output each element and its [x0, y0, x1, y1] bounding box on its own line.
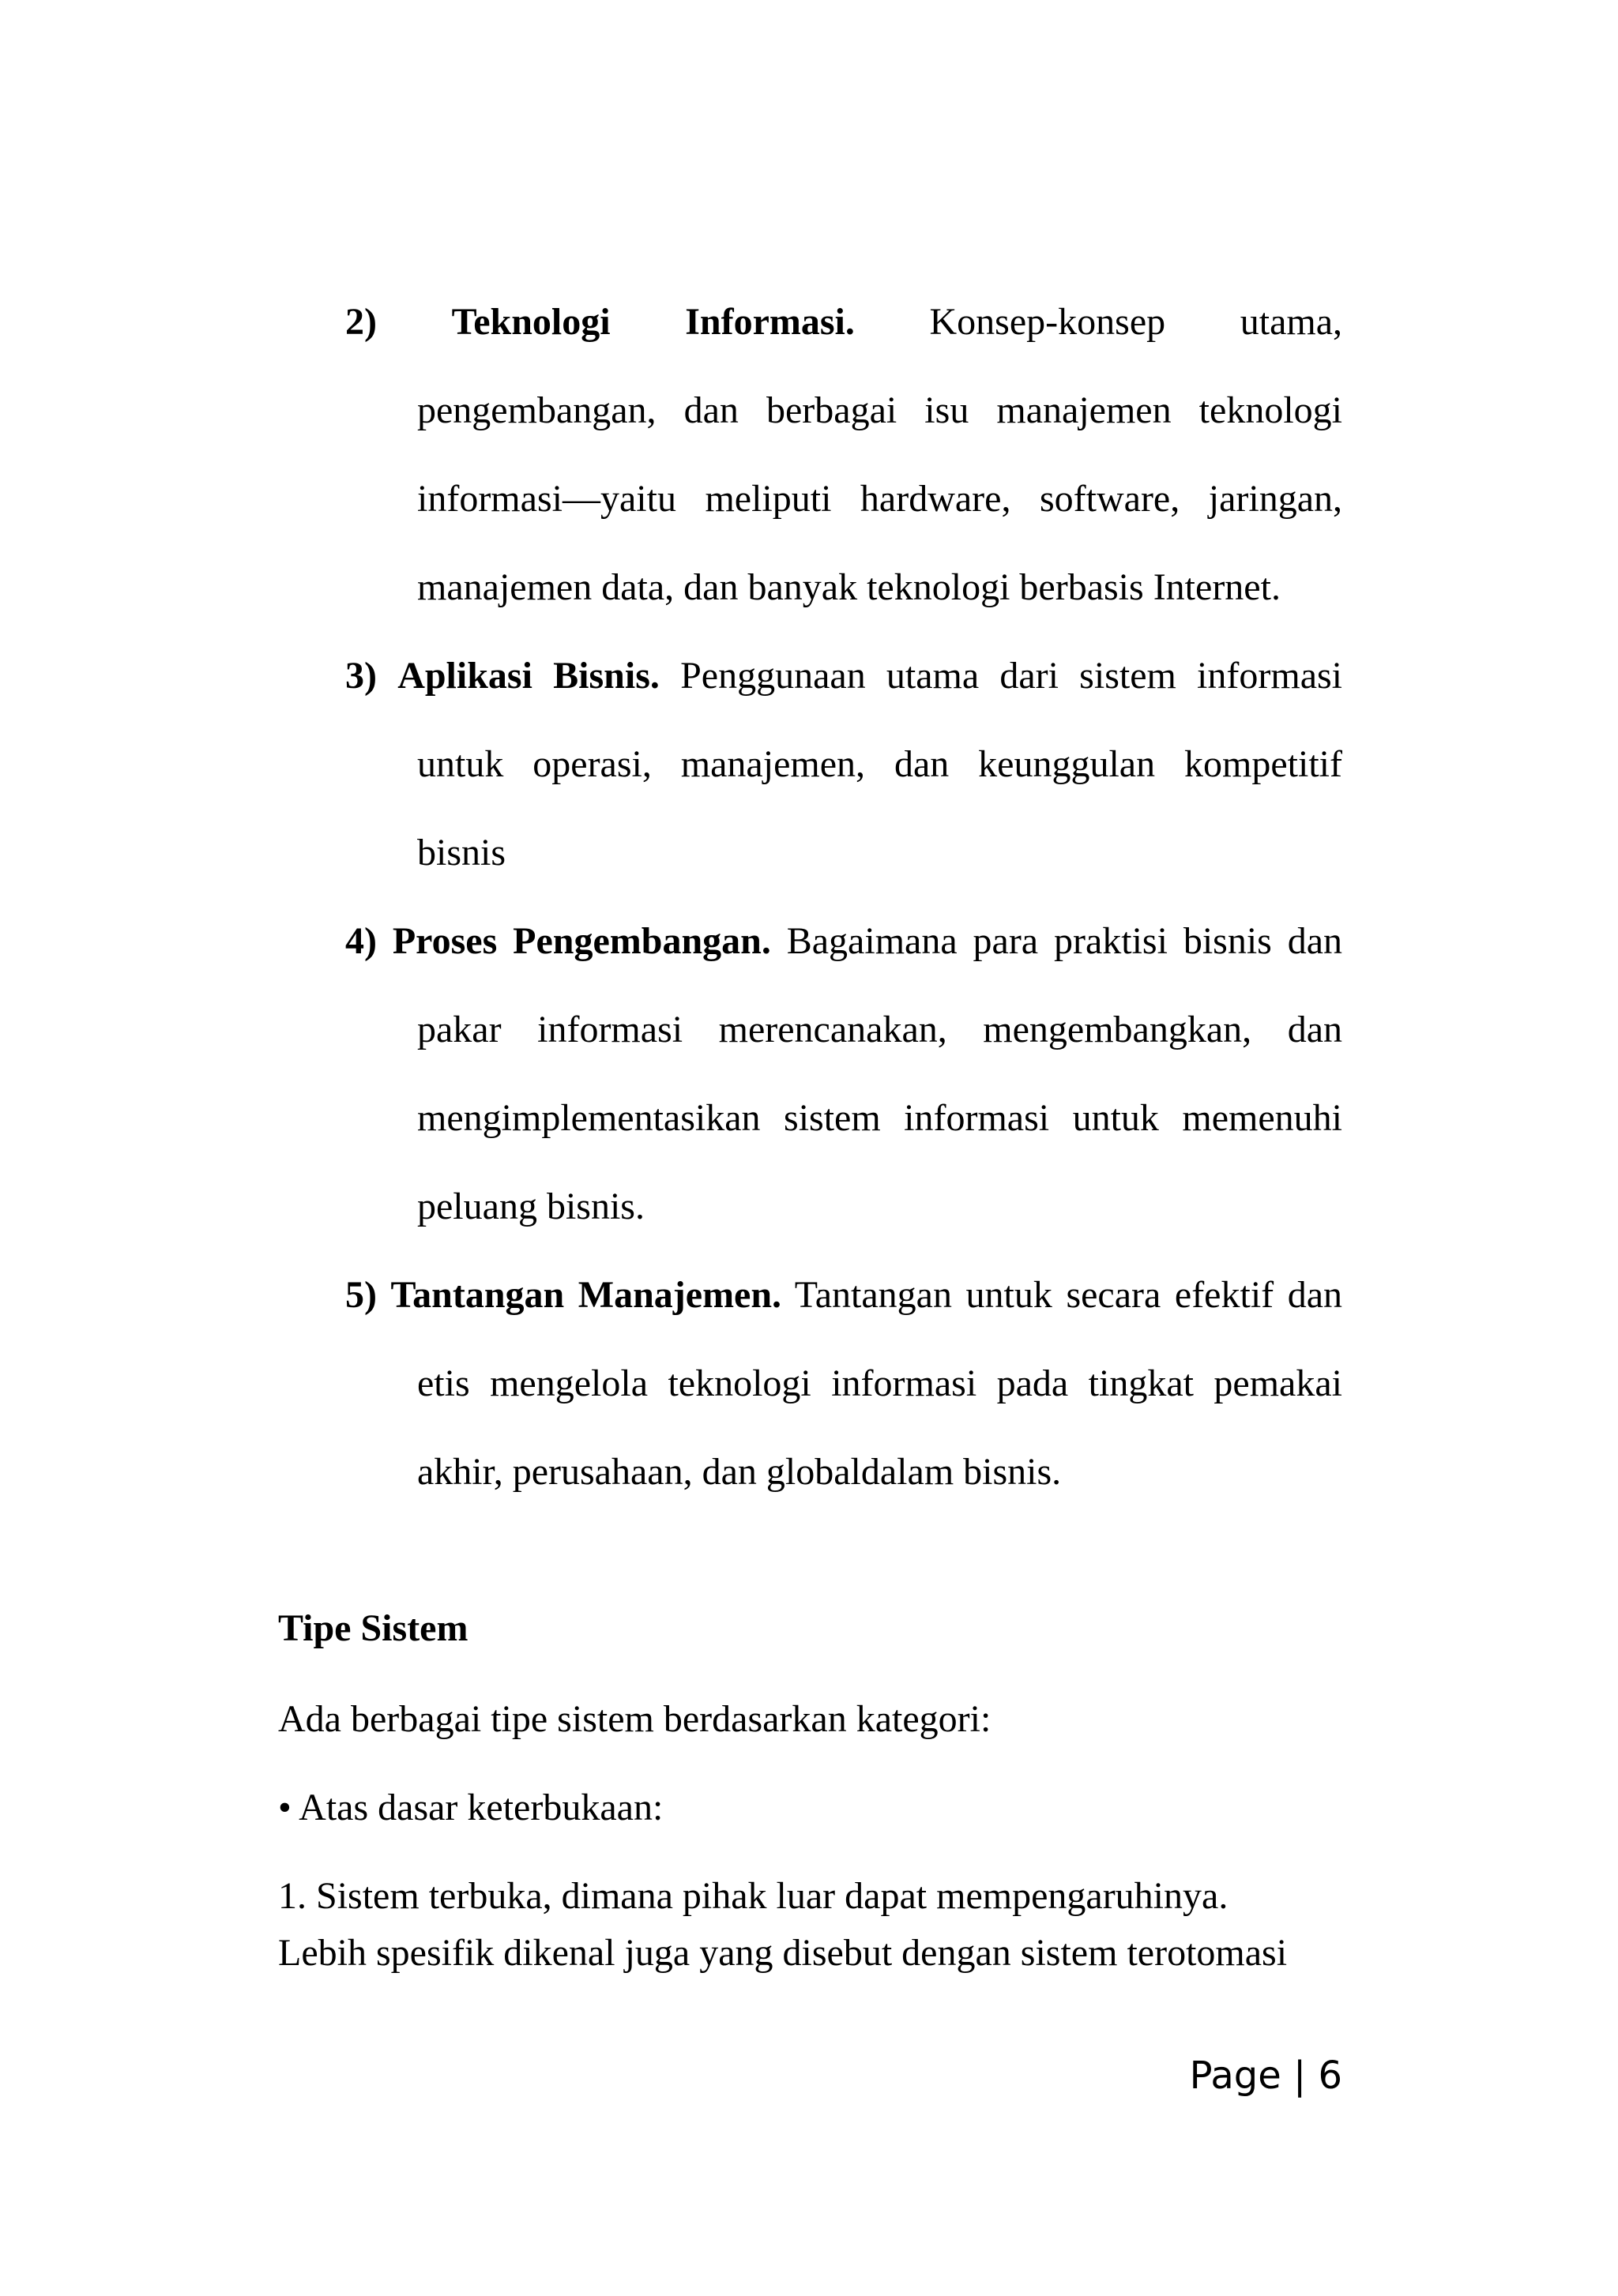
list-item-title-word: Teknologi — [451, 301, 611, 343]
list-item-line: akhir, perusahaan, dan globaldalam bisnis. — [417, 1451, 1062, 1493]
numbered-list — [345, 278, 1342, 1516]
list-item-text-word: utama, — [1240, 301, 1343, 343]
list-item-first-line — [345, 1251, 1342, 1340]
list-item-teknologi-informasi — [345, 278, 1342, 632]
paragraph-line: Lebih spesifik dikenal juga yang disebut dengan sistem terotomasi — [278, 1932, 1288, 1974]
list-item-line: manajemen data, dan banyak teknologi berbasis Internet. — [417, 566, 1281, 608]
list-item-number: 3) — [345, 655, 377, 697]
list-item-number: 2) — [345, 301, 377, 343]
list-item-number: 4) — [345, 920, 377, 962]
list-item-line: untuk operasi, manajemen, dan keunggulan kompetitif — [417, 743, 1342, 785]
list-item-aplikasi-bisnis — [345, 632, 1342, 897]
list-item-tantangan-manajemen — [345, 1251, 1342, 1516]
page-number: Page | 6 — [1189, 2054, 1342, 2098]
list-item-text: Bagaimana para praktisi bisnis dan — [786, 920, 1343, 962]
list-item-title: Proses Pengembangan. — [392, 920, 771, 962]
section-intro: Ada berbagai tipe sistem berdasarkan kategori: — [278, 1698, 991, 1740]
list-item-text: Tantangan untuk secara efektif dan — [794, 1274, 1342, 1316]
section-paragraph — [278, 1868, 1342, 1982]
list-item-title: Tantangan Manajemen. — [390, 1274, 782, 1316]
list-item-line: pakar informasi merencanakan, mengembangkan, dan — [417, 1009, 1342, 1050]
list-item-first-line — [345, 897, 1342, 986]
list-item-number: 5) — [345, 1274, 377, 1316]
list-item-first-line — [345, 632, 1342, 720]
list-item-line: bisnis — [417, 832, 506, 874]
list-item-line: pengembangan, dan berbagai isu manajemen teknologi — [417, 389, 1342, 431]
list-item-text: Penggunaan utama dari sistem informasi — [680, 655, 1343, 697]
list-item-line: mengimplementasikan sistem informasi untuk memenuhi — [417, 1097, 1342, 1139]
list-item-title: Aplikasi Bisnis. — [397, 655, 660, 697]
paragraph-line: 1. Sistem terbuka, dimana pihak luar dapat mempengaruhinya. — [278, 1875, 1229, 1917]
section-bullet: • Atas dasar keterbukaan: — [278, 1787, 664, 1828]
section-heading: Tipe Sistem — [278, 1607, 468, 1649]
list-item-proses-pengembangan — [345, 897, 1342, 1251]
list-item-text-word: Konsep-konsep — [929, 301, 1166, 343]
list-item-line: etis mengelola teknologi informasi pada tingkat pemakai — [417, 1362, 1342, 1404]
list-item-line: informasi—yaitu meliputi hardware, software, jaringan, — [417, 478, 1342, 520]
list-item-first-line — [345, 278, 1342, 366]
list-item-line: peluang bisnis. — [417, 1186, 645, 1227]
list-item-title-word: Informasi. — [685, 301, 855, 343]
